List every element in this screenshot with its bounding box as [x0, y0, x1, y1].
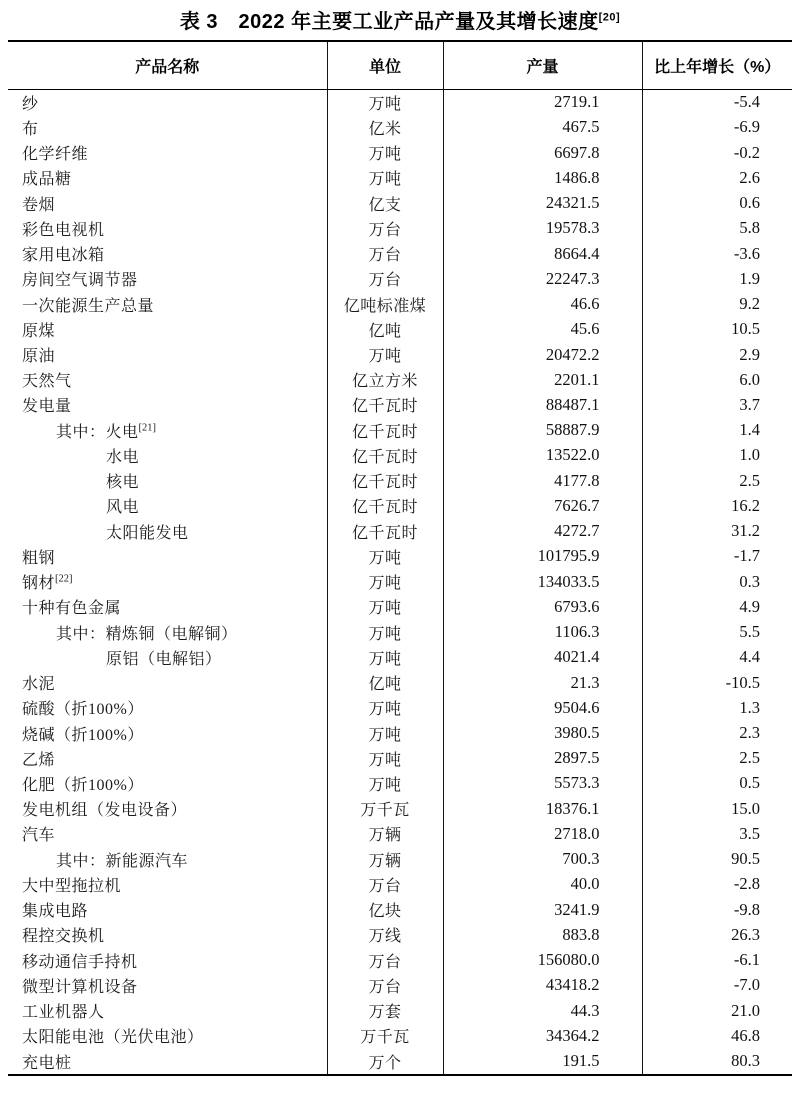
- product-name-label: 大中型拖拉机: [22, 877, 122, 895]
- product-name-cell: [8, 367, 327, 392]
- table-row: [8, 317, 792, 342]
- industrial-products-table: [8, 40, 792, 1076]
- unit-cell: 万千瓦: [327, 1023, 443, 1048]
- product-name-cell: [8, 89, 327, 115]
- growth-value-cell: 3.7: [642, 392, 792, 417]
- product-name-label: 成品糖: [22, 171, 72, 189]
- product-name-cell: [8, 720, 327, 745]
- unit-cell: 万台: [327, 973, 443, 998]
- product-name-cell: [8, 796, 327, 821]
- unit-cell: 万个: [327, 1048, 443, 1075]
- table-row: [8, 266, 792, 291]
- title-footnote-ref: [20]: [598, 11, 621, 24]
- product-name-cell: [8, 216, 327, 241]
- growth-value-cell: -1.7: [642, 544, 792, 569]
- product-name-label: 烧碱（折100%）: [22, 726, 144, 744]
- growth-value-cell: 2.6: [642, 165, 792, 190]
- table-row: [8, 1023, 792, 1048]
- table-row: [8, 241, 792, 266]
- unit-cell: 亿支: [327, 190, 443, 215]
- output-value-cell: 43418.2: [443, 973, 642, 998]
- product-name-cell: [8, 569, 327, 594]
- product-name-cell: [8, 619, 327, 644]
- growth-value-cell: 5.8: [642, 216, 792, 241]
- unit-cell: 万辆: [327, 847, 443, 872]
- product-name-label: 太阳能电池（光伏电池）: [22, 1029, 204, 1047]
- product-name-cell: [8, 821, 327, 846]
- table-row: [8, 796, 792, 821]
- product-name-label: 核电: [106, 474, 140, 492]
- table-row: [8, 493, 792, 518]
- growth-value-cell: 16.2: [642, 493, 792, 518]
- output-value-cell: 9504.6: [443, 695, 642, 720]
- output-value-cell: 467.5: [443, 115, 642, 140]
- unit-cell: 亿千瓦时: [327, 468, 443, 493]
- table-row: [8, 342, 792, 367]
- unit-cell: 亿千瓦时: [327, 392, 443, 417]
- table-title: [0, 0, 800, 37]
- product-name-label: 化学纤维: [22, 146, 89, 164]
- output-value-cell: 2897.5: [443, 746, 642, 771]
- growth-value-cell: 26.3: [642, 922, 792, 947]
- growth-value-cell: 31.2: [642, 519, 792, 544]
- product-name-label: 移动通信手持机: [22, 953, 138, 971]
- growth-value-cell: -2.8: [642, 872, 792, 897]
- product-name-label: 一次能源生产总量: [22, 297, 155, 315]
- product-name-cell: [8, 418, 327, 443]
- output-value-cell: 2201.1: [443, 367, 642, 392]
- growth-value-cell: 1.0: [642, 443, 792, 468]
- product-name-cell: [8, 443, 327, 468]
- unit-cell: 万辆: [327, 821, 443, 846]
- table-row: [8, 847, 792, 872]
- unit-cell: 亿千瓦时: [327, 418, 443, 443]
- growth-value-cell: -3.6: [642, 241, 792, 266]
- unit-cell: 万吨: [327, 165, 443, 190]
- header-row: [8, 41, 792, 89]
- unit-cell: 万吨: [327, 594, 443, 619]
- product-name-cell: [8, 695, 327, 720]
- output-value-cell: 13522.0: [443, 443, 642, 468]
- unit-cell: 万吨: [327, 746, 443, 771]
- unit-cell: 亿吨标准煤: [327, 291, 443, 316]
- output-value-cell: 45.6: [443, 317, 642, 342]
- product-name-label: 原油: [22, 348, 56, 365]
- growth-value-cell: 1.9: [642, 266, 792, 291]
- product-name-label: 水电: [106, 448, 140, 466]
- growth-value-cell: 1.4: [642, 418, 792, 443]
- growth-value-cell: -10.5: [642, 670, 792, 695]
- product-name-label: 原铝（电解铝）: [106, 650, 222, 668]
- output-value-cell: 40.0: [443, 872, 642, 897]
- unit-cell: 亿吨: [327, 317, 443, 342]
- unit-cell: 万吨: [327, 544, 443, 569]
- unit-cell: 亿立方米: [327, 367, 443, 392]
- output-value-cell: 3980.5: [443, 720, 642, 745]
- growth-value-cell: 9.2: [642, 291, 792, 316]
- product-name-cell: [8, 241, 327, 266]
- table-body: [8, 89, 792, 1075]
- product-name-cell: [8, 973, 327, 998]
- output-value-cell: 156080.0: [443, 948, 642, 973]
- table-row: [8, 746, 792, 771]
- product-name-cell: [8, 493, 327, 518]
- product-name-cell: [8, 746, 327, 771]
- growth-value-cell: 4.9: [642, 594, 792, 619]
- growth-value-cell: 0.6: [642, 190, 792, 215]
- product-name-cell: [8, 544, 327, 569]
- growth-value-cell: 90.5: [642, 847, 792, 872]
- table-row: [8, 519, 792, 544]
- growth-value-cell: 21.0: [642, 998, 792, 1023]
- table-row: [8, 720, 792, 745]
- product-name-label: 集成电路: [22, 903, 89, 921]
- product-name-cell: [8, 948, 327, 973]
- table-row: [8, 619, 792, 644]
- unit-cell: 亿块: [327, 897, 443, 922]
- table-row: [8, 165, 792, 190]
- growth-value-cell: 46.8: [642, 1023, 792, 1048]
- growth-value-cell: 0.5: [642, 771, 792, 796]
- unit-cell: 万吨: [327, 140, 443, 165]
- col-header-output: 产量: [443, 41, 642, 89]
- output-value-cell: 4021.4: [443, 645, 642, 670]
- output-value-cell: 2718.0: [443, 821, 642, 846]
- unit-cell: 万吨: [327, 771, 443, 796]
- output-value-cell: 883.8: [443, 922, 642, 947]
- product-name-cell: [8, 519, 327, 544]
- product-name-cell: [8, 291, 327, 316]
- table-title-text: 表 3 2022 年主要工业产品产量及其增长速度: [179, 11, 599, 33]
- output-value-cell: 46.6: [443, 291, 642, 316]
- unit-cell: 万线: [327, 922, 443, 947]
- growth-value-cell: 2.5: [642, 746, 792, 771]
- output-value-cell: 19578.3: [443, 216, 642, 241]
- product-name-cell: [8, 266, 327, 291]
- footnote-ref: [21]: [138, 422, 157, 434]
- output-value-cell: 22247.3: [443, 266, 642, 291]
- output-value-cell: 24321.5: [443, 190, 642, 215]
- unit-cell: 亿吨: [327, 670, 443, 695]
- output-value-cell: 6793.6: [443, 594, 642, 619]
- product-name-label: 天然气: [22, 373, 72, 391]
- product-name-cell: [8, 392, 327, 417]
- unit-cell: 万吨: [327, 645, 443, 670]
- product-name-label: 发电机组（发电设备）: [22, 802, 188, 820]
- unit-cell: 万吨: [327, 569, 443, 594]
- unit-cell: 亿米: [327, 115, 443, 140]
- unit-cell: 万吨: [327, 619, 443, 644]
- output-value-cell: 3241.9: [443, 897, 642, 922]
- product-name-cell: [8, 317, 327, 342]
- table-row: [8, 89, 792, 115]
- product-name-cell: [8, 190, 327, 215]
- growth-value-cell: -5.4: [642, 89, 792, 115]
- table-row: [8, 948, 792, 973]
- growth-value-cell: 5.5: [642, 619, 792, 644]
- product-name-cell: [8, 645, 327, 670]
- growth-value-cell: 15.0: [642, 796, 792, 821]
- product-name-cell: [8, 771, 327, 796]
- table-row: [8, 140, 792, 165]
- product-name-label: 其中：火电: [56, 423, 139, 441]
- unit-cell: 万台: [327, 872, 443, 897]
- product-name-cell: [8, 1023, 327, 1048]
- table-row: [8, 897, 792, 922]
- product-name-label: 布: [22, 120, 39, 138]
- table-row: [8, 443, 792, 468]
- table-row: [8, 594, 792, 619]
- growth-value-cell: 1.3: [642, 695, 792, 720]
- output-value-cell: 700.3: [443, 847, 642, 872]
- unit-cell: 万吨: [327, 695, 443, 720]
- growth-value-cell: 2.9: [642, 342, 792, 367]
- product-name-cell: [8, 140, 327, 165]
- output-value-cell: 44.3: [443, 998, 642, 1023]
- table-row: [8, 216, 792, 241]
- growth-value-cell: -7.0: [642, 973, 792, 998]
- unit-cell: 万台: [327, 216, 443, 241]
- table-row: [8, 468, 792, 493]
- product-name-cell: [8, 1048, 327, 1075]
- unit-cell: 万吨: [327, 342, 443, 367]
- growth-value-cell: 4.4: [642, 645, 792, 670]
- output-value-cell: 34364.2: [443, 1023, 642, 1048]
- product-name-label: 钢材: [22, 575, 56, 593]
- col-header-growth: 比上年增长（%）: [642, 41, 792, 89]
- table-row: [8, 569, 792, 594]
- table-row: [8, 1048, 792, 1075]
- table-row: [8, 392, 792, 417]
- footnote-ref: [22]: [55, 573, 73, 585]
- product-name-label: 化肥（折100%）: [22, 776, 144, 794]
- unit-cell: 万台: [327, 948, 443, 973]
- product-name-cell: [8, 998, 327, 1023]
- table-row: [8, 771, 792, 796]
- output-value-cell: 101795.9: [443, 544, 642, 569]
- product-name-label: 发电量: [22, 398, 72, 416]
- unit-cell: 亿千瓦时: [327, 519, 443, 544]
- growth-value-cell: -6.1: [642, 948, 792, 973]
- product-name-cell: [8, 872, 327, 897]
- product-name-label: 乙烯: [22, 751, 56, 769]
- unit-cell: 万台: [327, 266, 443, 291]
- unit-cell: 亿千瓦时: [327, 493, 443, 518]
- output-value-cell: 58887.9: [443, 418, 642, 443]
- product-name-label: 粗钢: [22, 549, 56, 567]
- output-value-cell: 134033.5: [443, 569, 642, 594]
- table-row: [8, 418, 792, 443]
- output-value-cell: 18376.1: [443, 796, 642, 821]
- product-name-label: 充电桩: [22, 1054, 72, 1072]
- output-value-cell: 7626.7: [443, 493, 642, 518]
- product-name-label: 硫酸（折100%）: [22, 701, 144, 719]
- product-name-label: 彩色电视机: [22, 221, 105, 239]
- product-name-cell: [8, 468, 327, 493]
- product-name-label: 工业机器人: [22, 1004, 105, 1022]
- product-name-label: 房间空气调节器: [22, 272, 138, 290]
- output-value-cell: 2719.1: [443, 89, 642, 115]
- unit-cell: 亿千瓦时: [327, 443, 443, 468]
- growth-value-cell: -0.2: [642, 140, 792, 165]
- product-name-label: 纱: [22, 95, 39, 113]
- output-value-cell: 6697.8: [443, 140, 642, 165]
- output-value-cell: 8664.4: [443, 241, 642, 266]
- table-row: [8, 544, 792, 569]
- table-row: [8, 872, 792, 897]
- product-name-label: 汽车: [22, 827, 56, 845]
- growth-value-cell: 10.5: [642, 317, 792, 342]
- table-row: [8, 695, 792, 720]
- table-row: [8, 973, 792, 998]
- col-header-product-name: 产品名称: [8, 41, 327, 89]
- table-row: [8, 645, 792, 670]
- output-value-cell: 1106.3: [443, 619, 642, 644]
- table-row: [8, 367, 792, 392]
- product-name-label: 原煤: [22, 322, 56, 340]
- table-row: [8, 998, 792, 1023]
- growth-value-cell: -9.8: [642, 897, 792, 922]
- product-name-label: 其中：精炼铜（电解铜）: [56, 625, 238, 643]
- growth-value-cell: 0.3: [642, 569, 792, 594]
- product-name-cell: [8, 847, 327, 872]
- product-name-cell: [8, 115, 327, 140]
- growth-value-cell: 2.3: [642, 720, 792, 745]
- output-value-cell: 1486.8: [443, 165, 642, 190]
- output-value-cell: 4177.8: [443, 468, 642, 493]
- product-name-cell: [8, 897, 327, 922]
- table-row: [8, 821, 792, 846]
- output-value-cell: 5573.3: [443, 771, 642, 796]
- table-row: [8, 190, 792, 215]
- unit-cell: 万吨: [327, 720, 443, 745]
- table-row: [8, 922, 792, 947]
- product-name-label: 其中：新能源汽车: [56, 852, 189, 870]
- product-name-label: 微型计算机设备: [22, 978, 138, 996]
- product-name-label: 太阳能发电: [106, 524, 189, 542]
- growth-value-cell: 2.5: [642, 468, 792, 493]
- product-name-cell: [8, 670, 327, 695]
- product-name-cell: [8, 342, 327, 367]
- output-value-cell: 21.3: [443, 670, 642, 695]
- growth-value-cell: 80.3: [642, 1048, 792, 1075]
- output-value-cell: 88487.1: [443, 392, 642, 417]
- product-name-label: 水泥: [22, 676, 56, 694]
- product-name-label: 程控交换机: [22, 928, 105, 946]
- output-value-cell: 20472.2: [443, 342, 642, 367]
- product-name-cell: [8, 165, 327, 190]
- col-header-unit: 单位: [327, 41, 443, 89]
- unit-cell: 万千瓦: [327, 796, 443, 821]
- growth-value-cell: -6.9: [642, 115, 792, 140]
- product-name-label: 家用电冰箱: [22, 247, 105, 265]
- product-name-cell: [8, 594, 327, 619]
- product-name-label: 十种有色金属: [22, 600, 122, 618]
- unit-cell: 万吨: [327, 89, 443, 115]
- product-name-label: 风电: [106, 499, 140, 517]
- growth-value-cell: 6.0: [642, 367, 792, 392]
- unit-cell: 万套: [327, 998, 443, 1023]
- table-row: [8, 670, 792, 695]
- growth-value-cell: 3.5: [642, 821, 792, 846]
- output-value-cell: 4272.7: [443, 519, 642, 544]
- table-row: [8, 291, 792, 316]
- product-name-label: 卷烟: [22, 196, 56, 214]
- product-name-cell: [8, 922, 327, 947]
- output-value-cell: 191.5: [443, 1048, 642, 1075]
- table-row: [8, 115, 792, 140]
- unit-cell: 万台: [327, 241, 443, 266]
